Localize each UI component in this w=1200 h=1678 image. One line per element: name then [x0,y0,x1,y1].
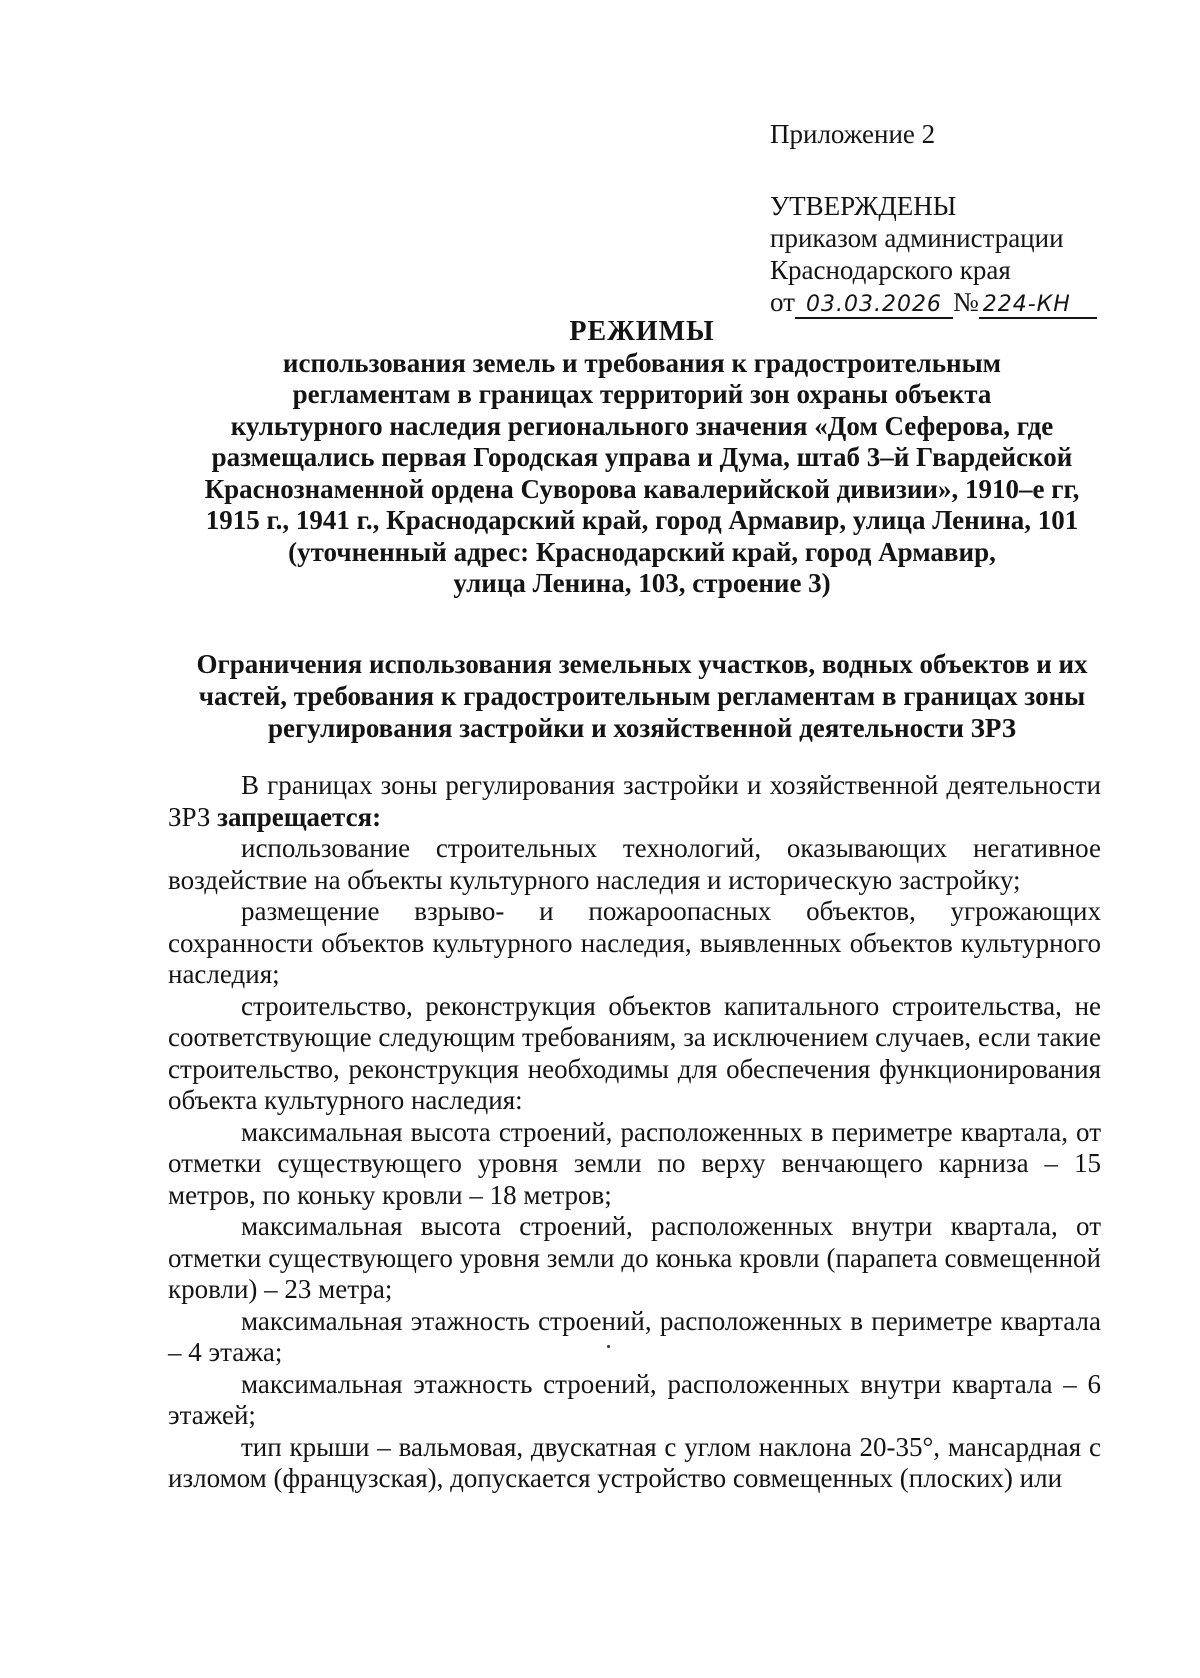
scan-speck [607,1345,610,1348]
approved-label: УТВЕРЖДЕНЫ [770,191,957,221]
prohibited-label: запрещается: [217,801,382,832]
from-label: от [770,287,795,317]
number-label: № [952,287,979,317]
body-paragraph: максимальная этажность строений, расположенных внутри квартала – 6 этажей; [168,1368,1101,1430]
main-title: РЕЖИМЫ [569,316,715,347]
intro-paragraph [168,770,1101,833]
body-paragraph: использование строительных технологий, оказывающих негативное воздействие на объекты культурного наследия и историческую застройку; [168,833,1101,895]
subtitle-line: использования земель и требования к градостроительным [282,347,1002,378]
body-paragraph: максимальная высота строений, расположенных в периметре квартала, от отметки существующего уровня земли по верху венчающего карниза – 15 метров, по коньку кровли – 18 метров; [168,1116,1101,1210]
body-paragraph: максимальная высота строений, расположенных внутри квартала, от отметки существующего уровня земли до конька кровли (парапета совмещенной кровли) – 23 метра; [168,1211,1101,1304]
subtitle-line: культурного наследия регионального значения «Дом Сеферова, где [230,410,1054,441]
body-paragraph: тип крыши – вальмовая, двускатная с углом наклона 20-35°, мансардная с изломом (французская), допускается устройство совмещенных (плоских) или [168,1431,1101,1493]
annex-label: Приложение 2 [770,119,936,149]
subtitle-line: улица Ленина, 103, строение 3) [453,568,831,598]
approval-date-number-line [770,286,1170,319]
subtitle-line: 1915 г., 1941 г., Краснодарский край, город Армавир, улица Ленина, 101 [205,505,1079,535]
body-paragraph: размещение взрыво- и пожароопасных объектов, угрожающих сохранности объектов культурного наследия, выявленных объектов культурного наследия; [168,896,1101,989]
approval-line-1: приказом администрации [770,223,1064,253]
title-block [170,316,1114,600]
body-paragraph: максимальная этажность строений, расположенных в периметре квартала – 4 этажа; [168,1305,1101,1367]
handwritten-date: 03.03.2026 [795,293,953,319]
approval-block [770,118,1170,319]
subtitle-line: размещались первая Городская управа и Дума, штаб 3–й Гвардейской [211,442,1073,472]
intro-text: В границах зоны регулирования застройки и хозяйственной деятельности ЗРЗ [168,770,1101,832]
body-text [168,770,1101,1495]
handwritten-number: 224-КН [979,293,1097,319]
approval-line-2: Краснодарского края [770,255,1011,285]
subtitle-line: (уточненный адрес: Краснодарский край, город Армавир, [288,536,996,567]
body-paragraph: строительство, реконструкция объектов капитального строительства, не соответствующие следующим требованиям, за исключением случаев, если такие строительство, реконструкция необходимы для обеспечения функционирования объекта культурного наследия: [168,990,1101,1115]
section-heading: Ограничения использования земельных участков, водных объектов и их частей, требования к градостроительным регламентам в границах зоны регулирования застройки и хозяйственной деятельности ЗРЗ [196,649,1088,743]
subtitle-line: Краснознаменной ордена Суворова кавалерийской дивизии», 1910–е гг, [204,473,1080,504]
subtitle-line: регламентам в границах территорий зон охраны объекта [292,379,992,409]
